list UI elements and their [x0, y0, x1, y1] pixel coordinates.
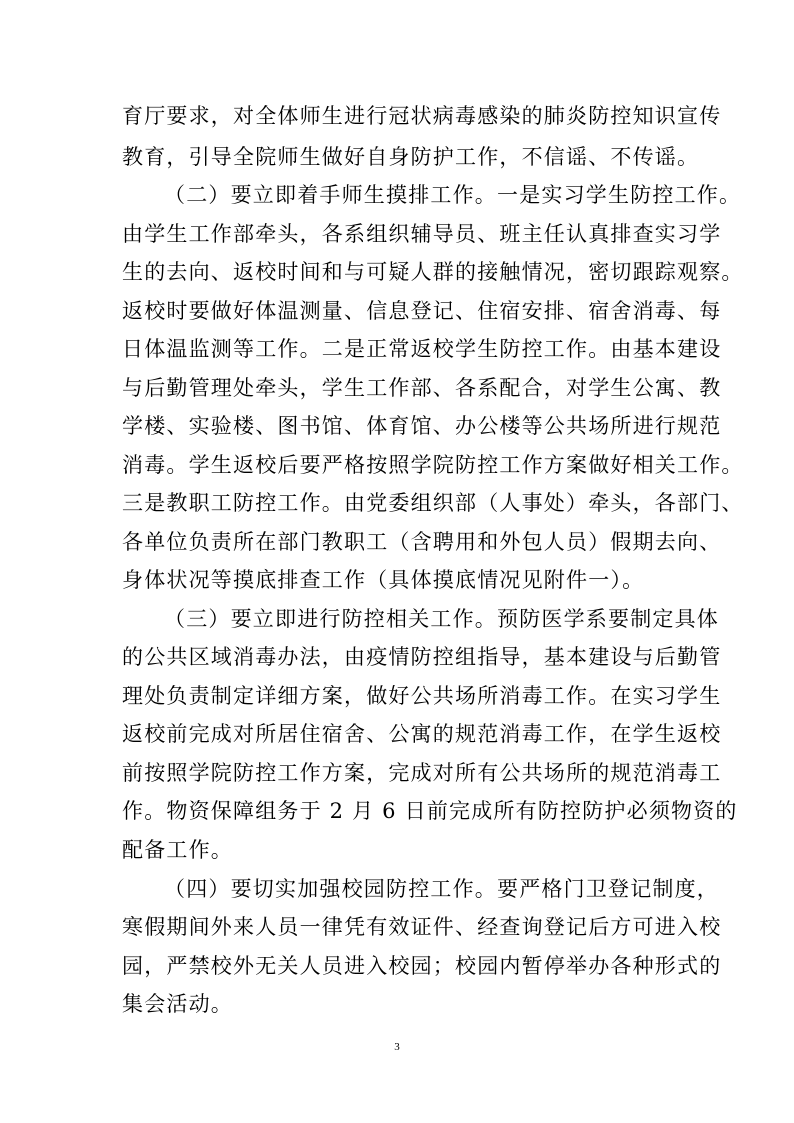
body-text-line: 教育，引导全院师生做好自身防护工作，不信谣、不传谣。	[122, 145, 700, 169]
body-text-line: 园，严禁校外无关人员进入校园；校园内暂停举办各种形式的	[122, 954, 722, 978]
body-text-line: 作。物资保障组务于 2 月 6 日前完成所有防控防护必须物资的	[122, 799, 738, 823]
section-two-heading-line: （二）要立即着手师生摸排工作。一是实习学生防控工作。	[164, 183, 742, 207]
body-text-line: 三是教职工防控工作。由党委组织部（人事处）牵头，各部门、	[122, 491, 744, 515]
body-text-line: 由学生工作部牵头，各系组织辅导员、班主任认真排查实习学	[122, 222, 722, 246]
body-text-line: 育厅要求，对全体师生进行冠状病毒感染的肺炎防控知识宣传	[122, 104, 722, 128]
body-text-line: 生的去向、返校时间和与可疑人群的接触情况，密切跟踪观察。	[122, 260, 744, 284]
body-text-line: 集会活动。	[122, 992, 233, 1016]
page-number: 3	[394, 1041, 400, 1053]
body-text-line: 寒假期间外来人员一律凭有效证件、经查询登记后方可进入校	[122, 915, 722, 939]
section-three-heading-line: （三）要立即进行防控相关工作。预防医学系要制定具体	[164, 607, 719, 631]
body-text-line: 消毒。学生返校后要严格按照学院防控工作方案做好相关工作。	[122, 453, 744, 477]
body-text-line: 前按照学院防控工作方案，完成对所有公共场所的规范消毒工	[122, 761, 722, 785]
body-text-line: 的公共区域消毒办法，由疫情防控组指导，基本建设与后勤管	[122, 645, 722, 669]
body-text-line: 各单位负责所在部门教职工（含聘用和外包人员）假期去向、	[122, 530, 722, 554]
body-text-line: 日体温监测等工作。二是正常返校学生防控工作。由基本建设	[122, 337, 722, 361]
section-four-heading-line: （四）要切实加强校园防控工作。要严格门卫登记制度，	[164, 877, 719, 901]
body-text-line: 身体状况等摸底排查工作（具体摸底情况见附件一）。	[122, 568, 645, 592]
body-text-line: 学楼、实验楼、图书馆、体育馆、办公楼等公共场所进行规范	[122, 414, 722, 438]
body-text-line: 返校前完成对所居住宿舍、公寓的规范消毒工作，在学生返校	[122, 722, 722, 746]
body-text-line: 与后勤管理处牵头，学生工作部、各系配合，对学生公寓、教	[122, 376, 722, 400]
body-text-line: 配备工作。	[122, 838, 233, 862]
body-text-line: 返校时要做好体温测量、信息登记、住宿安排、宿舍消毒、每	[122, 299, 722, 323]
body-text-line: 理处负责制定详细方案，做好公共场所消毒工作。在实习学生	[122, 684, 722, 708]
